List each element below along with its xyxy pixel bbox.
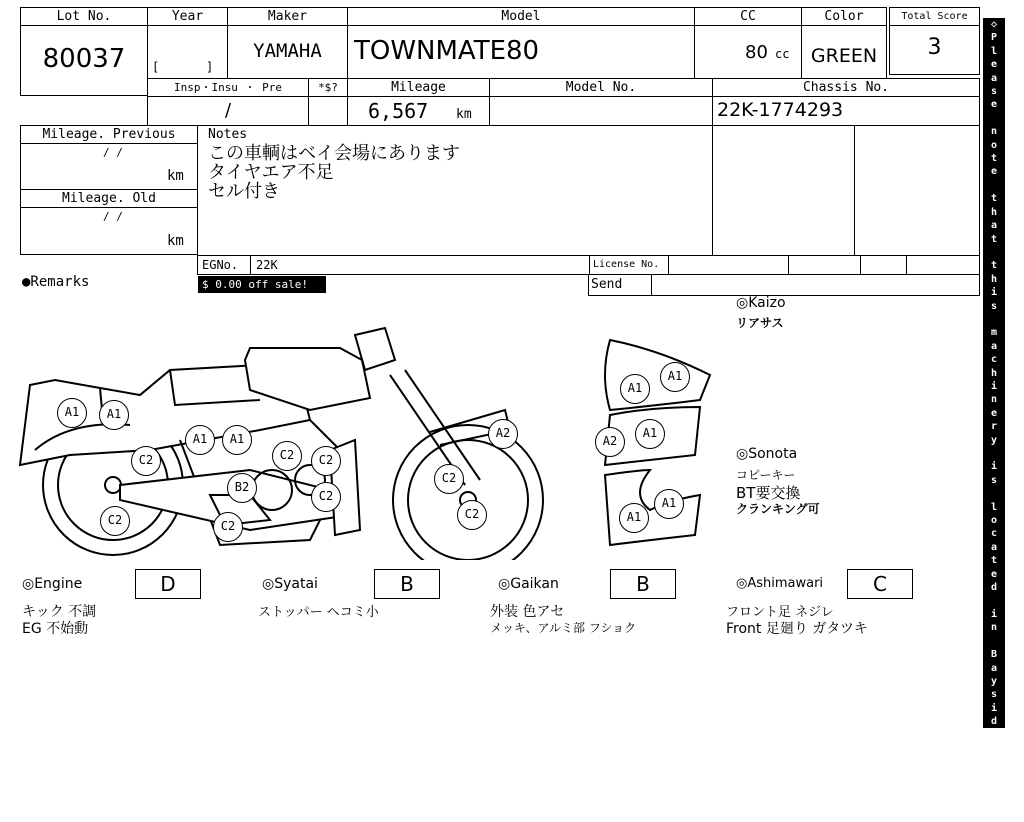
notice-char: e <box>990 59 998 71</box>
eg-license-divider <box>589 256 590 274</box>
chassis-header <box>712 78 980 97</box>
damage-mark: A2 <box>488 419 518 449</box>
notice-char: d <box>990 582 998 594</box>
notice-char: B <box>990 649 998 661</box>
notice-char: m <box>990 327 998 339</box>
notice-char: i <box>990 702 998 714</box>
notice-char: h <box>990 273 998 285</box>
notice-char: d <box>990 796 998 808</box>
mileage-label: Mileage <box>391 80 446 95</box>
notice-char: c <box>990 528 998 540</box>
color-label: Color <box>824 9 864 24</box>
lot-label: Lot No. <box>56 9 112 24</box>
notice-char: Y <box>990 756 998 768</box>
notice-char: s <box>990 86 998 98</box>
year-bracket-left: [ <box>152 60 160 74</box>
mileage-old-cell <box>20 207 198 255</box>
notice-char <box>983 179 1005 192</box>
notice-char <box>983 594 1005 607</box>
notice-char: a <box>990 220 998 232</box>
sonota-line-3: クランキング可 <box>736 502 820 516</box>
notice-char: a <box>990 662 998 674</box>
mileage-value: 6,567 <box>368 99 429 123</box>
damage-mark: A1 <box>635 419 665 449</box>
notice-char: a <box>990 340 998 352</box>
notice-char: t <box>990 233 998 245</box>
lot-number: 80037 <box>42 44 126 74</box>
notice-char: i <box>990 608 998 620</box>
license-divider-4 <box>906 256 907 274</box>
dollar-header <box>308 78 348 97</box>
maker-value: YAMAHA <box>253 40 322 62</box>
notice-char: P <box>990 32 998 44</box>
notice-char: o <box>990 515 998 527</box>
cc-cell <box>694 25 802 79</box>
notice-char: n <box>990 622 998 634</box>
ashimawari-line-1: フロント足 ネジレ <box>726 605 834 620</box>
notice-char: t <box>990 153 998 165</box>
notice-char: e <box>990 407 998 419</box>
mileage-old-date: / / <box>103 210 123 223</box>
maker-label: Maker <box>267 9 308 24</box>
mileage-header <box>347 78 490 97</box>
color-cell <box>801 25 887 79</box>
notice-char <box>983 112 1005 125</box>
notes-line-3: セル付き <box>208 181 280 202</box>
notice-char: n <box>990 394 998 406</box>
insp-value: / <box>224 100 232 121</box>
chassis-cell <box>712 96 980 126</box>
gaikan-grade: B <box>610 569 676 599</box>
damage-mark: A1 <box>619 503 649 533</box>
notice-char <box>983 742 1005 755</box>
notice-char: c <box>990 354 998 366</box>
ashimawari-title: ◎Ashimawari <box>736 576 824 591</box>
damage-mark: A1 <box>99 400 129 430</box>
mileage-previous-cell <box>20 143 198 190</box>
insp-label: Insp・Insu ・ Pre <box>173 81 283 94</box>
score-value: 3 <box>927 35 942 60</box>
lot-cell <box>20 25 148 96</box>
notice-char: t <box>990 193 998 205</box>
notes-divider-2 <box>854 126 855 255</box>
notice-char: ◇ <box>990 19 998 30</box>
notice-char: h <box>990 206 998 218</box>
notice-char: t <box>990 555 998 567</box>
sonota-line-1: コピーキー <box>736 468 796 482</box>
notice-char: i <box>990 380 998 392</box>
motorcycle-diagram <box>10 320 570 560</box>
eg-divider <box>250 256 251 274</box>
engine-grade: D <box>135 569 201 599</box>
chassis-value: 22K-1774293 <box>717 99 844 121</box>
syatai-title: ◎Syatai <box>262 576 318 592</box>
gaikan-line-2: メッキ、アルミ部 フショク <box>490 621 637 635</box>
eg-value: 22K <box>256 258 278 272</box>
notice-char: o <box>990 139 998 151</box>
notice-char: s <box>990 300 998 312</box>
notice-char: l <box>990 501 998 513</box>
damage-mark: A1 <box>660 362 690 392</box>
notice-char: r <box>990 783 998 795</box>
damage-mark: A2 <box>595 427 625 457</box>
license-divider-1 <box>668 256 669 274</box>
kaizo-text: リアサス <box>736 316 784 330</box>
eg-label: EGNo. <box>202 258 239 272</box>
notes-divider-1 <box>712 126 713 255</box>
damage-mark: A1 <box>57 398 87 428</box>
cc-header <box>694 7 802 26</box>
damage-mark: C2 <box>457 500 487 530</box>
sonota-line-2: BT要交換 <box>736 484 801 502</box>
damage-mark: C2 <box>100 506 130 536</box>
cc-label: CC <box>740 9 756 24</box>
cc-unit: cc <box>775 47 790 61</box>
color-header <box>801 7 887 26</box>
sale-banner: $ 0.00 off sale! <box>198 276 326 293</box>
mileage-old-header <box>20 189 198 208</box>
gaikan-line-1: 外装 色アセ <box>490 604 565 620</box>
notice-char <box>983 487 1005 500</box>
maker-header <box>227 7 348 26</box>
notice-char: a <box>990 769 998 781</box>
notice-char: a <box>990 72 998 84</box>
year-label: Year <box>171 9 204 24</box>
engine-line-2: EG 不始動 <box>22 621 89 637</box>
mileage-old-unit: km <box>167 233 184 249</box>
damage-mark: C2 <box>272 441 302 471</box>
send-cell <box>588 274 980 296</box>
license-label: License No. <box>593 259 660 270</box>
notice-char: e <box>990 729 998 741</box>
notice-char: a <box>990 541 998 553</box>
mileage-cell <box>347 96 490 126</box>
modelno-header <box>489 78 713 97</box>
damage-mark: A1 <box>620 374 650 404</box>
mileage-previous-label: Mileage. Previous <box>42 127 176 142</box>
license-divider-3 <box>860 256 861 274</box>
sonota-title: ◎Sonota <box>736 446 798 462</box>
notice-char: h <box>990 367 998 379</box>
notice-char: e <box>990 568 998 580</box>
ashimawari-grade: C <box>847 569 913 599</box>
notice-char: y <box>990 434 998 446</box>
notice-char: ◇ <box>990 809 998 821</box>
modelno-cell <box>489 96 713 126</box>
model-cell <box>347 25 695 79</box>
send-label: Send <box>591 277 623 292</box>
mileage-previous-unit: km <box>167 168 184 184</box>
notes-label: Notes <box>208 127 248 142</box>
model-header <box>347 7 695 26</box>
damage-mark: C2 <box>434 464 464 494</box>
notice-char: s <box>990 689 998 701</box>
damage-mark: A1 <box>654 489 684 519</box>
dollar-cell <box>308 96 348 126</box>
notice-char: t <box>990 260 998 272</box>
eg-strip <box>197 255 980 275</box>
damage-mark: C2 <box>311 482 341 512</box>
score-header <box>889 7 980 26</box>
gaikan-title: ◎Gaikan <box>498 576 559 592</box>
damage-mark: C2 <box>213 512 243 542</box>
notice-char: r <box>990 421 998 433</box>
send-divider <box>651 275 652 295</box>
lot-header <box>20 7 148 26</box>
kaizo-title: ◎Kaizo <box>736 295 786 311</box>
notice-char: e <box>990 166 998 178</box>
license-divider-2 <box>788 256 789 274</box>
chassis-label: Chassis No. <box>802 80 890 95</box>
damage-mark: A1 <box>222 425 252 455</box>
score-cell <box>889 25 980 75</box>
mileage-unit: km <box>456 107 472 122</box>
model-label: Model <box>501 9 541 24</box>
damage-mark: C2 <box>131 446 161 476</box>
modelno-label: Model No. <box>565 80 637 95</box>
year-cell <box>147 25 228 79</box>
damage-mark: C2 <box>311 446 341 476</box>
notice-char <box>983 313 1005 326</box>
notice-char: d <box>990 716 998 728</box>
notice-char: y <box>990 675 998 687</box>
remarks-label: ●Remarks <box>22 274 90 290</box>
notice-char <box>983 635 1005 648</box>
engine-title: ◎Engine <box>22 576 83 592</box>
mileage-previous-date: / / <box>103 146 123 159</box>
ashimawari-line-2: Front 足廻り ガタツキ <box>726 621 868 637</box>
notice-char: l <box>990 45 998 57</box>
color-value: GREEN <box>810 45 878 67</box>
notice-char: s <box>990 474 998 486</box>
notice-char: e <box>990 99 998 111</box>
maker-cell <box>227 25 348 79</box>
engine-line-1: キック 不調 <box>22 604 97 620</box>
model-value: TOWNMATE80 <box>354 36 540 66</box>
mileage-old-label: Mileage. Old <box>62 191 156 206</box>
damage-mark: B2 <box>227 473 257 503</box>
notice-char <box>983 447 1005 460</box>
notice-char: i <box>990 287 998 299</box>
damage-mark: A1 <box>185 425 215 455</box>
cc-value: 80 <box>745 42 768 63</box>
score-label: Total Score <box>901 11 968 22</box>
notice-char: i <box>990 461 998 473</box>
year-header <box>147 7 228 26</box>
location-notice-band <box>983 18 1005 821</box>
dollar-label: *$? <box>318 81 338 94</box>
syatai-grade: B <box>374 569 440 599</box>
insp-cell <box>147 96 309 126</box>
insp-header <box>147 78 309 97</box>
notes-cell <box>197 125 980 256</box>
notice-char <box>983 246 1005 259</box>
notes-line-1: この車輌はベイ会場にあります <box>208 143 460 164</box>
mileage-previous-header <box>20 125 198 144</box>
year-bracket-right: ] <box>206 60 214 74</box>
notice-char: n <box>990 126 998 138</box>
syatai-line-1: ストッパー ヘコミ小 <box>258 605 379 620</box>
notes-line-2: タイヤエア不足 <box>208 162 334 183</box>
